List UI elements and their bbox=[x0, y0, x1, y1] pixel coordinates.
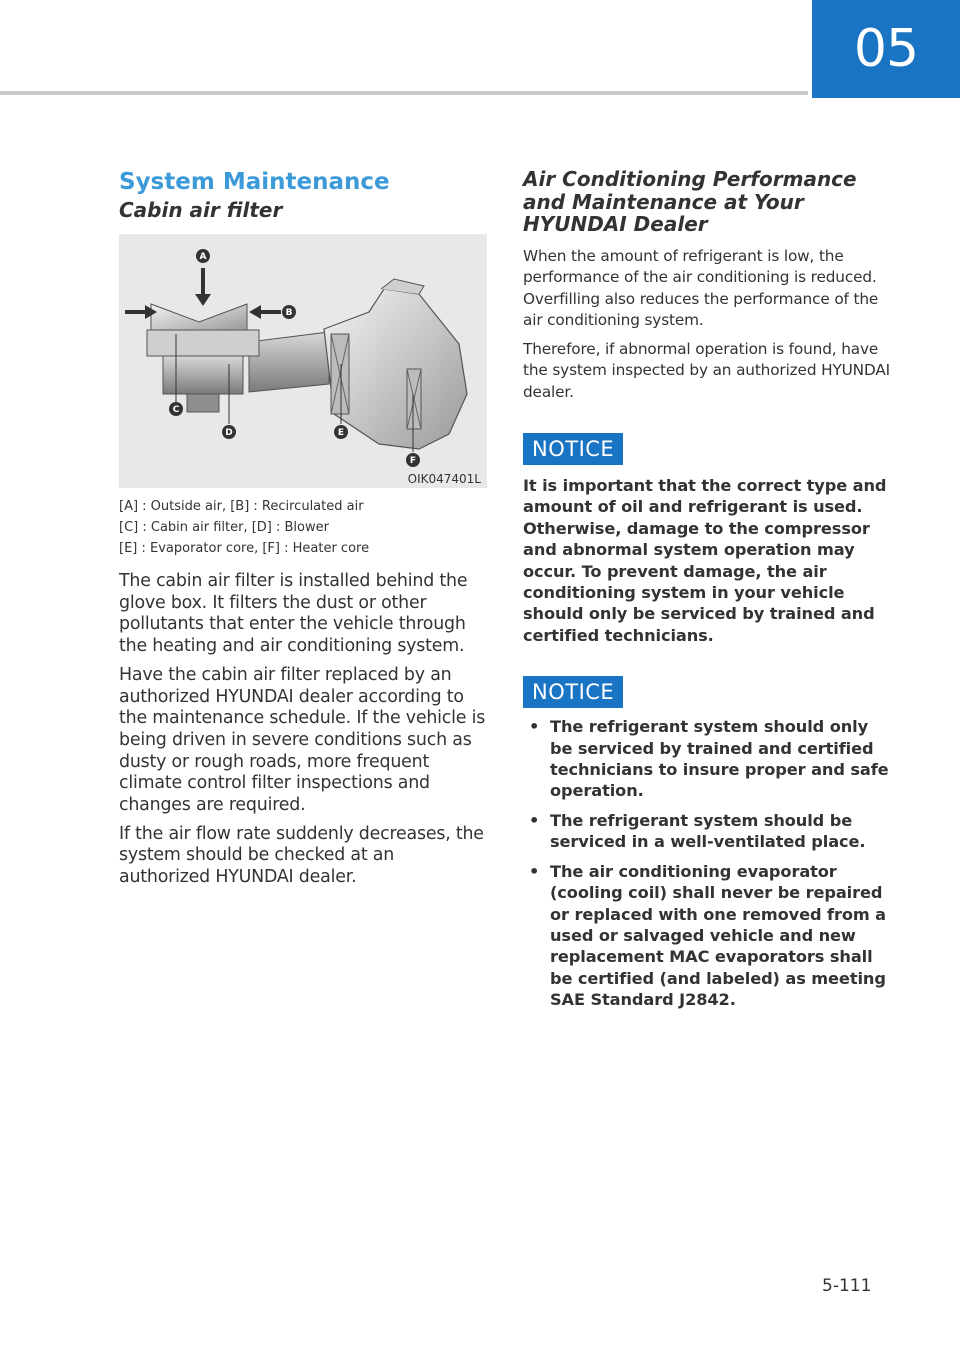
paragraph: Have the cabin air filter replaced by an authorized HYUNDAI dealer according to the maintenance schedule. If the vehicle is being driven in severe conditions such as dusty or rough roads, more frequent climate control filter inspections and changes are required. bbox=[119, 664, 486, 816]
hvac-diagram bbox=[119, 234, 487, 488]
notice-block-2 bbox=[523, 676, 893, 1010]
right-column bbox=[523, 168, 893, 1019]
figure-code: OIK047401L bbox=[407, 472, 481, 486]
callout-d-label: D bbox=[225, 428, 233, 438]
legend-line: [C] : Cabin air filter, [D] : Blower bbox=[119, 520, 329, 535]
blower-motor-shape bbox=[187, 394, 219, 412]
cabin-air-filter-figure bbox=[119, 234, 487, 488]
notice-badge: NOTICE bbox=[523, 433, 623, 465]
blower-shape bbox=[163, 356, 243, 394]
bullet-icon: • bbox=[529, 717, 540, 737]
page-number: 5-111 bbox=[822, 1276, 872, 1296]
notice-list bbox=[523, 716, 893, 1010]
list-item-text: The refrigerant system should be serviced in a well-ventilated place. bbox=[550, 810, 866, 852]
list-item-text: The refrigerant system should only be serviced by trained and certified technicians to insure proper and safe operation. bbox=[550, 717, 889, 801]
chapter-tab: 05 bbox=[812, 0, 960, 98]
bullet-icon: • bbox=[529, 861, 540, 881]
legend-line: [E] : Evaporator core, [F] : Heater core bbox=[119, 541, 370, 556]
list-item-text: The air conditioning evaporator (cooling coil) shall never be repaired or replaced with one removed from a used or salvaged vehicle and new replacement MAC evaporators shall be certified (and labeled) as meeting SAE Standard J2842. bbox=[550, 861, 886, 1010]
left-column bbox=[119, 168, 487, 889]
callout-b-label: B bbox=[285, 308, 293, 318]
bullet-icon: • bbox=[529, 810, 540, 830]
callout-e-label: E bbox=[337, 428, 345, 438]
header-rule bbox=[0, 91, 808, 95]
list-item bbox=[523, 861, 893, 1011]
ac-maintenance-title: Air Conditioning Performance and Maintenance at Your HYUNDAI Dealer bbox=[523, 167, 857, 236]
legend-line: [A] : Outside air, [B] : Recirculated air bbox=[119, 499, 364, 514]
paragraph: When the amount of refrigerant is low, the performance of the air conditioning is reduced. Overfilling also reduces the performance of the air conditioning system. bbox=[523, 246, 879, 329]
sub-title: Cabin air filter bbox=[119, 198, 283, 222]
paragraph: If the air flow rate suddenly decreases, the system should be checked at an authorized HYUNDAI dealer. bbox=[119, 823, 484, 888]
duct-shape bbox=[249, 332, 329, 392]
paragraph: Therefore, if abnormal operation is found, have the system inspected by an authorized HYUNDAI dealer. bbox=[523, 339, 891, 401]
callout-a-label: A bbox=[199, 252, 207, 262]
figure-legend bbox=[119, 496, 487, 559]
callout-c-label: C bbox=[172, 405, 180, 415]
notice-text: It is important that the correct type and amount of oil and refrigerant is used. Otherwise, damage to the compressor and abnormal system operation may occur. To prevent damage, the air conditioning system in your vehicle should only be serviced by trained and certified technicians. bbox=[523, 476, 887, 645]
section-title: System Maintenance bbox=[119, 169, 390, 195]
notice-block-1 bbox=[523, 433, 893, 646]
paragraph: The cabin air filter is installed behind the glove box. It filters the dust or other pollutants that enter the vehicle through the heating and air conditioning system. bbox=[119, 571, 468, 657]
list-item bbox=[523, 810, 893, 853]
notice-badge: NOTICE bbox=[523, 676, 623, 708]
intake-shape bbox=[151, 304, 247, 330]
filter-box-shape bbox=[147, 330, 259, 356]
callout-f-label: F bbox=[409, 456, 417, 466]
list-item bbox=[523, 716, 893, 802]
